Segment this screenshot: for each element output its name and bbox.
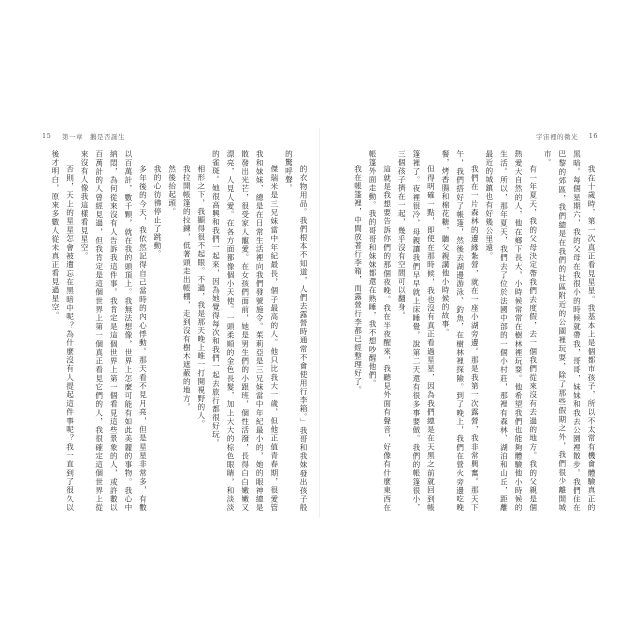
- paragraph: 的衣物用品。我們根本不知道，人們去露營時通常不會使用行李箱。」我哥和我妹發出孩子般的驚呼聲。: [284, 150, 308, 512]
- paragraph: 我在帳篷裡，中間放著行李箱，而露營行李都已經整理好了。: [353, 165, 363, 395]
- paragraph: 這就是我想要告訴你們的那個夜晚。我在半夜醒來，我聽見外面有聲音，好像有什麼東西在帳篷外面走動。我的哥哥和妹妹都還在熟睡，我不想吵醒他們。: [368, 150, 392, 512]
- paragraph: 多年後的今天，我依然記得自己當時的內心悸動。那天看不見月亮，但是星星非常多，有數以百萬計，數千顆，就在我的頭頂上。我無法想像，世界上怎麼可能有如此美麗的事物。我心中納悶，為何從來沒有人告訴我這件事。我肯定是這個世界上第一個看見這些景象的人，或許數以百萬計的人曾經見過，但我肯定是這個世界上第一個真正看見它們的人，我很確定這個世界上從來沒有人像我這樣看見星空。: [80, 150, 148, 512]
- paragraph: 有一年夏天，我的父母決定帶我們去度假，去一個我們從來沒有去過的地方。我的父親是個熱愛大自然的人，他在鄉下長大，小時候常常在樹林裡玩耍。他希望我們也能夠體驗他小時候的生活。所以，那年夏天，我們去了位於法國中部的一個小村莊，那裡有森林、湖泊和山丘，距離最近的城鎮也有好幾公里遠。: [484, 150, 538, 512]
- page-gutter: [319, 128, 320, 518]
- paragraph: 傑瑞米是三兄妹當中年紀最長，個子最高的人。他只比我大一歲，但他正值青春期，很愛管我和妹妹，總是在日常生活裡向我們發號施令。茱莉亞是三兄妹當中年紀最小的，她的眼神總是散發出光芒，很受家人寵愛。在女孩們面前，她是男生們的小跟班，個性活潑，長得白白嫩嫩又漂亮，人見人愛。在各方面都像個小天使。一頭柔順的金色長髮，加上大大的棕色眼睛，和淡淡的雀斑。她很高興和我們一起來，因為她覺得每次和我們一起去旅行都很好玩。: [211, 150, 279, 512]
- book-spread: [40, 128, 600, 518]
- paragraph: 否則，天上的星星怎會被遺忘在黑暗中呢？為什麼沒有人提起這件事呢？我一直到了很久以後才明白，原來多數人從未真正看見過星空。: [50, 150, 75, 512]
- paragraph: 然後抬起頭。: [167, 165, 177, 217]
- paragraph: 我在十歲時，第一次真正看見星星。我基本上是個都市孩子，所以不太常有機會體驗真正的黑暗。每個星期六，我的父母在我很小的時候就帶我，哥哥，妹妹和我去公園裡散步。我們住在巴黎的郊區，我們總是在我們的社區附近的公園裡玩耍，除了那些假期之外，我們很少離開城市。: [543, 150, 596, 512]
- left-page-body: [42, 150, 310, 512]
- paragraph: 我拉開帳篷的拉鍊，低著頭走出帳棚，走到沒有樹木遮蔽的地方。: [182, 165, 192, 412]
- left-page-header: [40, 132, 312, 144]
- paragraph: 相形之下，我顯得很不起眼。不過，我是那天晚上唯一打開視野的人。: [196, 165, 206, 429]
- left-page: [40, 128, 312, 518]
- paragraph: 我們在一片森林的邊緣紮營，就在一座小湖旁邊。那是我第一次露營，我非常興奮。那天下午，我們搭好了帳篷，然後去湖邊游泳、釣魚，在樹林裡探險。到了晚上，我們在營火旁邊吃晚餐，烤香腸和棉花糖，聽父親講他小時候的故事。: [441, 150, 480, 512]
- right-page-number: 16: [588, 132, 598, 140]
- right-page: [328, 128, 600, 518]
- left-running-header: 第一章 鵝是否誕生: [62, 133, 125, 141]
- right-page-body: [330, 150, 598, 512]
- paragraph: 我的心彷彿停止了跳動。: [153, 165, 163, 259]
- paragraph: 但得明確一點，即使在那時候，我也沒有真正看過星星，因為我們總是在天黑之前就回到帳篷裡了。夜裡很冷，母親讓我們早早就上床睡覺，說第二天還有很多事要做。我們的帳篷很小，三個孩子擠在一起，幾乎沒有空間可以翻身。: [397, 150, 436, 512]
- right-page-header: [328, 132, 600, 144]
- right-running-header: 宇宙裡的微光: [536, 133, 578, 141]
- left-page-number: 15: [42, 132, 52, 140]
